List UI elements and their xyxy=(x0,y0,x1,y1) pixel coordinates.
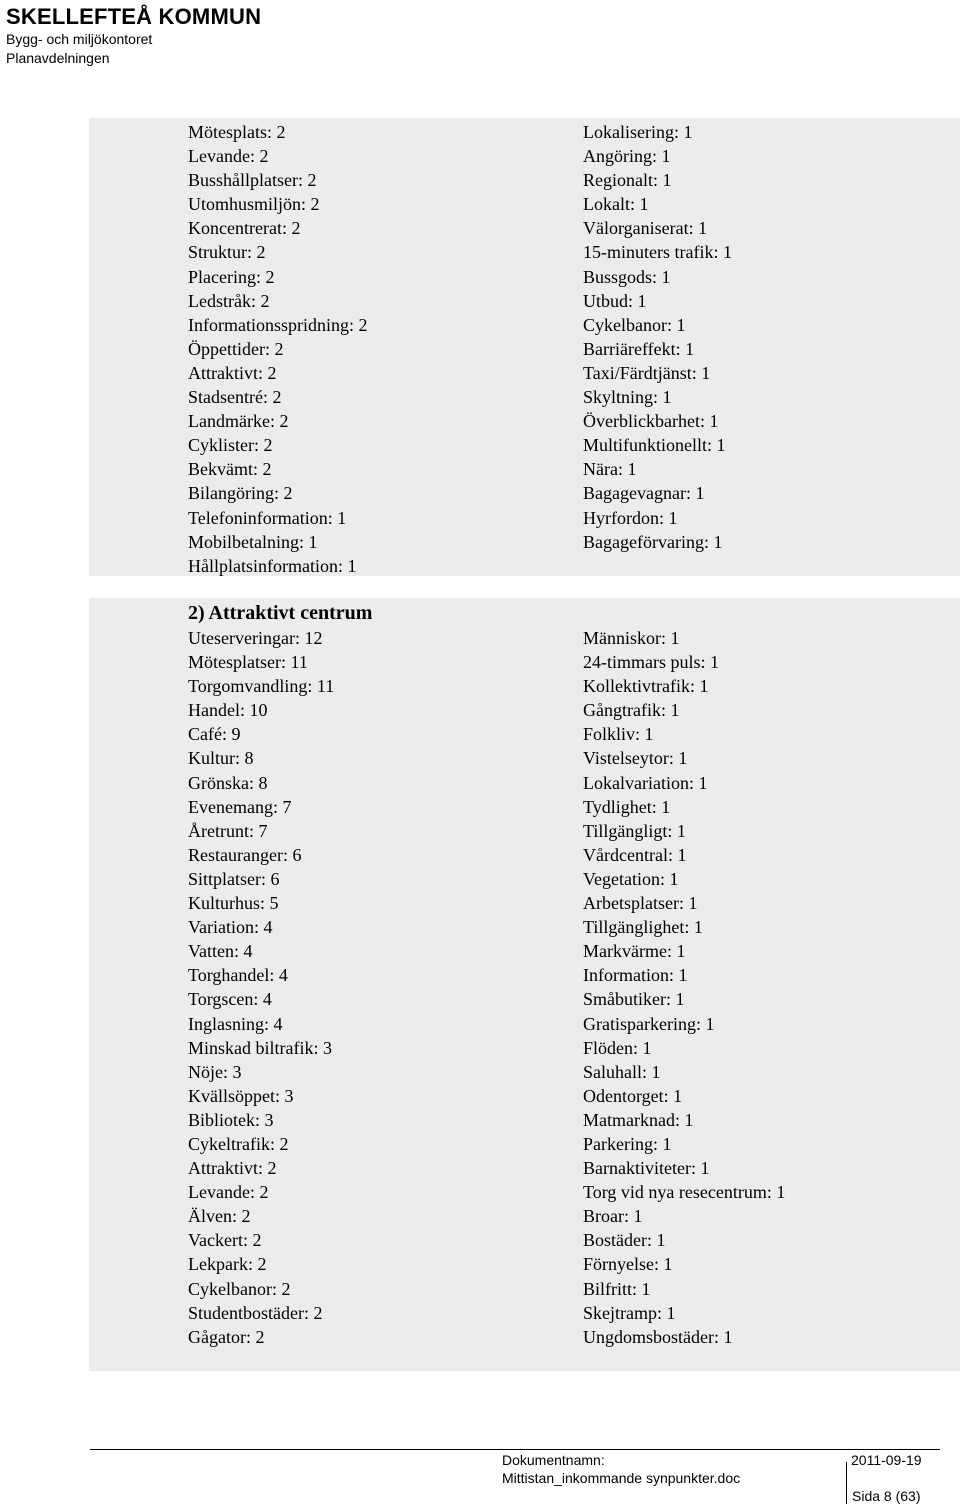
list-item: Koncentrerat: 2 xyxy=(188,218,301,239)
list-item: Levande: 2 xyxy=(188,146,269,167)
list-item: Utbud: 1 xyxy=(583,290,647,311)
list-item: Förnyelse: 1 xyxy=(583,1254,673,1275)
list-item: Nöje: 3 xyxy=(188,1061,242,1082)
list-item: Saluhall: 1 xyxy=(583,1061,661,1082)
section1-left-list xyxy=(188,120,367,578)
section2-right-list xyxy=(583,626,785,1349)
list-item: Bekvämt: 2 xyxy=(188,459,272,480)
list-item: Tillgängligt: 1 xyxy=(583,820,686,841)
unit-name: Planavdelningen xyxy=(6,50,110,66)
list-item: Älven: 2 xyxy=(188,1206,251,1227)
list-item: Cykeltrafik: 2 xyxy=(188,1133,289,1154)
list-item: Angöring: 1 xyxy=(583,146,671,167)
list-item: Struktur: 2 xyxy=(188,242,266,263)
list-item: Vårdcentral: 1 xyxy=(583,844,687,865)
list-item: Matmarknad: 1 xyxy=(583,1109,694,1130)
section-title: 2) Attraktivt centrum xyxy=(188,602,373,624)
list-item: Torgscen: 4 xyxy=(188,989,272,1010)
list-item: Bagageförvaring: 1 xyxy=(583,531,723,552)
list-item: Information: 1 xyxy=(583,965,688,986)
list-item: Torghandel: 4 xyxy=(188,965,288,986)
list-item: Åretrunt: 7 xyxy=(188,820,268,841)
list-item: Mötesplatser: 11 xyxy=(188,652,308,673)
list-item: Mobilbetalning: 1 xyxy=(188,531,318,552)
list-item: Inglasning: 4 xyxy=(188,1013,283,1034)
list-item: Cykelbanor: 1 xyxy=(583,314,686,335)
list-item: Informationsspridning: 2 xyxy=(188,314,368,335)
list-item: Minskad biltrafik: 3 xyxy=(188,1037,332,1058)
list-item: Vegetation: 1 xyxy=(583,868,679,889)
list-item: Hyrfordon: 1 xyxy=(583,507,678,528)
section1-right-list xyxy=(583,120,732,554)
page-number: Sida 8 (63) xyxy=(852,1488,921,1504)
list-item: Bilfritt: 1 xyxy=(583,1278,651,1299)
list-item: Utomhusmiljön: 2 xyxy=(188,194,320,215)
list-item: Överblickbarhet: 1 xyxy=(583,411,719,432)
list-item: Människor: 1 xyxy=(583,628,680,648)
list-item: Kvällsöppet: 3 xyxy=(188,1085,294,1106)
list-item: Lokalvariation: 1 xyxy=(583,772,708,793)
list-item: Busshållplatser: 2 xyxy=(188,170,317,191)
list-item: Telefoninformation: 1 xyxy=(188,507,347,528)
list-item: Skyltning: 1 xyxy=(583,387,672,408)
list-item: Hållplatsinformation: 1 xyxy=(188,555,357,576)
list-item: Sittplatser: 6 xyxy=(188,868,280,889)
list-item: Handel: 10 xyxy=(188,700,268,721)
list-item: Cyklister: 2 xyxy=(188,435,273,456)
list-item: Småbutiker: 1 xyxy=(583,989,685,1010)
list-item: Bussgods: 1 xyxy=(583,266,671,287)
list-item: Taxi/Färdtjänst: 1 xyxy=(583,362,711,383)
list-item: Levande: 2 xyxy=(188,1182,269,1203)
list-item: Attraktivt: 2 xyxy=(188,362,277,383)
list-item: Lokalisering: 1 xyxy=(583,122,693,142)
list-item: Landmärke: 2 xyxy=(188,411,289,432)
list-item: Tillgänglighet: 1 xyxy=(583,917,703,938)
list-item: Öppettider: 2 xyxy=(188,338,284,359)
list-item: Kultur: 8 xyxy=(188,748,254,769)
list-item: Nära: 1 xyxy=(583,459,637,480)
list-item: Studentbostäder: 2 xyxy=(188,1302,323,1323)
list-item: Arbetsplatser: 1 xyxy=(583,893,698,914)
footer-divider xyxy=(90,1449,940,1450)
list-item: Cykelbanor: 2 xyxy=(188,1278,291,1299)
list-item: Bostäder: 1 xyxy=(583,1230,666,1251)
list-item: 15-minuters trafik: 1 xyxy=(583,242,732,263)
organization-name: SKELLEFTEÅ KOMMUN xyxy=(6,4,262,29)
list-item: Gågator: 2 xyxy=(188,1326,265,1347)
department-name: Bygg- och miljökontoret xyxy=(6,31,153,47)
list-item: Broar: 1 xyxy=(583,1206,643,1227)
list-item: Uteserveringar: 12 xyxy=(188,628,323,648)
list-item: Parkering: 1 xyxy=(583,1133,672,1154)
list-item: Folkliv: 1 xyxy=(583,724,654,745)
letterhead xyxy=(6,4,261,68)
list-item: Kulturhus: 5 xyxy=(188,893,279,914)
list-item: Placering: 2 xyxy=(188,266,275,287)
list-item: Kollektivtrafik: 1 xyxy=(583,676,709,697)
list-item: 24-timmars puls: 1 xyxy=(583,652,719,673)
list-item: Vistelseytor: 1 xyxy=(583,748,688,769)
list-item: Grönska: 8 xyxy=(188,772,268,793)
list-item: Skejtramp: 1 xyxy=(583,1302,676,1323)
list-item: Gångtrafik: 1 xyxy=(583,700,680,721)
list-item: Flöden: 1 xyxy=(583,1037,652,1058)
section1-panel xyxy=(89,118,960,576)
list-item: Stadsentré: 2 xyxy=(188,387,282,408)
document-file-name: Mittistan_inkommande synpunkter.doc xyxy=(502,1470,741,1486)
list-item: Multifunktionellt: 1 xyxy=(583,435,726,456)
list-item: Ledstråk: 2 xyxy=(188,290,270,311)
list-item: Vackert: 2 xyxy=(188,1230,262,1251)
list-item: Ungdomsbostäder: 1 xyxy=(583,1326,733,1347)
list-item: Markvärme: 1 xyxy=(583,941,686,962)
list-item: Restauranger: 6 xyxy=(188,844,302,865)
list-item: Regionalt: 1 xyxy=(583,170,672,191)
list-item: Variation: 4 xyxy=(188,917,273,938)
list-item: Bibliotek: 3 xyxy=(188,1109,274,1130)
list-item: Tydlighet: 1 xyxy=(583,796,671,817)
section2-panel xyxy=(89,598,960,1371)
list-item: Torg vid nya resecentrum: 1 xyxy=(583,1182,786,1203)
list-item: Bagagevagnar: 1 xyxy=(583,483,705,504)
list-item: Lokalt: 1 xyxy=(583,194,649,215)
list-item: Café: 9 xyxy=(188,724,241,745)
list-item: Evenemang: 7 xyxy=(188,796,292,817)
list-item: Bilangöring: 2 xyxy=(188,483,293,504)
list-item: Attraktivt: 2 xyxy=(188,1158,277,1179)
document-date: 2011-09-19 xyxy=(851,1452,922,1468)
list-item: Mötesplats: 2 xyxy=(188,122,286,142)
list-item: Gratisparkering: 1 xyxy=(583,1013,715,1034)
list-item: Barnaktiviteter: 1 xyxy=(583,1158,710,1179)
list-item: Lekpark: 2 xyxy=(188,1254,267,1275)
list-item: Vatten: 4 xyxy=(188,941,253,962)
document-name-label: Dokumentnamn: xyxy=(502,1452,605,1468)
list-item: Välorganiserat: 1 xyxy=(583,218,708,239)
list-item: Odentorget: 1 xyxy=(583,1085,683,1106)
section2-left-list xyxy=(188,626,334,1349)
list-item: Barriäreffekt: 1 xyxy=(583,338,695,359)
list-item: Torgomvandling: 11 xyxy=(188,676,335,697)
